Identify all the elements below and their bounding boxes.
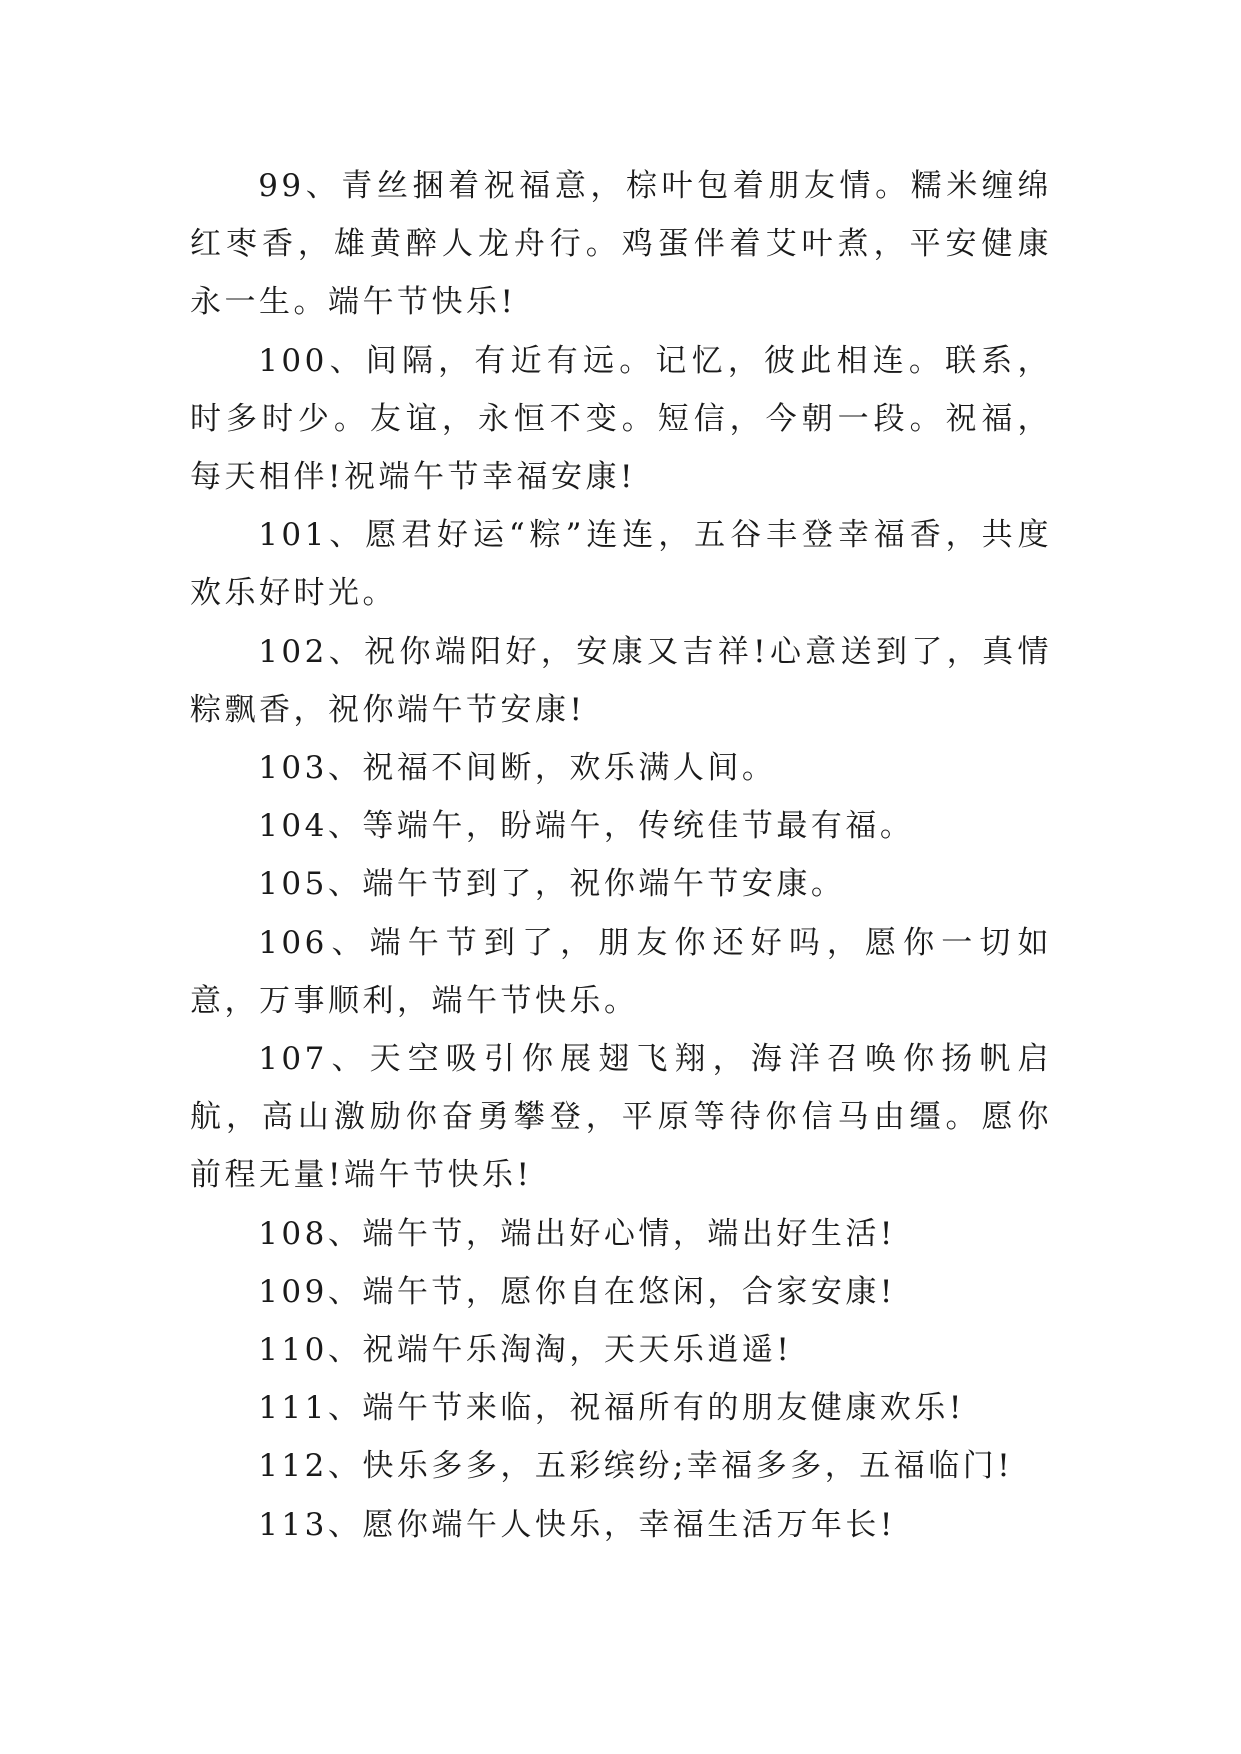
paragraph-103: 103、祝福不间断，欢乐满人间。 <box>258 750 777 787</box>
paragraph-101: 101、愿君好运“粽”连连，五谷丰登幸福香，共度欢乐好时光。 <box>190 517 1052 612</box>
paragraph-99: 99、青丝捆着祝福意，棕叶包着朋友情。糯米缠绵红枣香，雄黄醉人龙舟行。鸡蛋伴着艾叶煮，平安健康永一生。端午节快乐! <box>190 168 1052 321</box>
paragraph-113: 113、愿你端午人快乐，幸福生活万年长! <box>258 1506 896 1543</box>
paragraph-108: 108、端午节，端出好心情，端出好生活! <box>258 1215 896 1252</box>
paragraph-111: 111、端午节来临，祝福所有的朋友健康欢乐! <box>258 1390 965 1427</box>
paragraph-105: 105、端午节到了，祝你端午节安康。 <box>258 866 846 903</box>
paragraph-112: 112、快乐多多，五彩缤纷;幸福多多，五福临门! <box>258 1448 1014 1485</box>
document-body <box>190 157 1052 1554</box>
paragraph-107: 107、天空吸引你展翅飞翔，海洋召唤你扬帆启航，高山激励你奋勇攀登，平原等待你信马由缰。愿你前程无量!端午节快乐! <box>190 1041 1052 1194</box>
paragraph-110: 110、祝端午乐淘淘，天天乐逍遥! <box>258 1332 793 1369</box>
paragraph-109: 109、端午节，愿你自在悠闲，合家安康! <box>258 1273 896 1310</box>
paragraph-102: 102、祝你端阳好，安康又吉祥!心意送到了，真情粽飘香，祝你端午节安康! <box>190 633 1052 728</box>
paragraph-106: 106、端午节到了，朋友你还好吗，愿你一切如意，万事顺利，端午节快乐。 <box>190 924 1052 1019</box>
paragraph-104: 104、等端午，盼端午，传统佳节最有福。 <box>258 808 915 845</box>
paragraph-100: 100、间隔，有近有远。记忆，彼此相连。联系，时多时少。友谊，永恒不变。短信，今朝一段。祝福，每天相伴!祝端午节幸福安康! <box>190 342 1052 496</box>
